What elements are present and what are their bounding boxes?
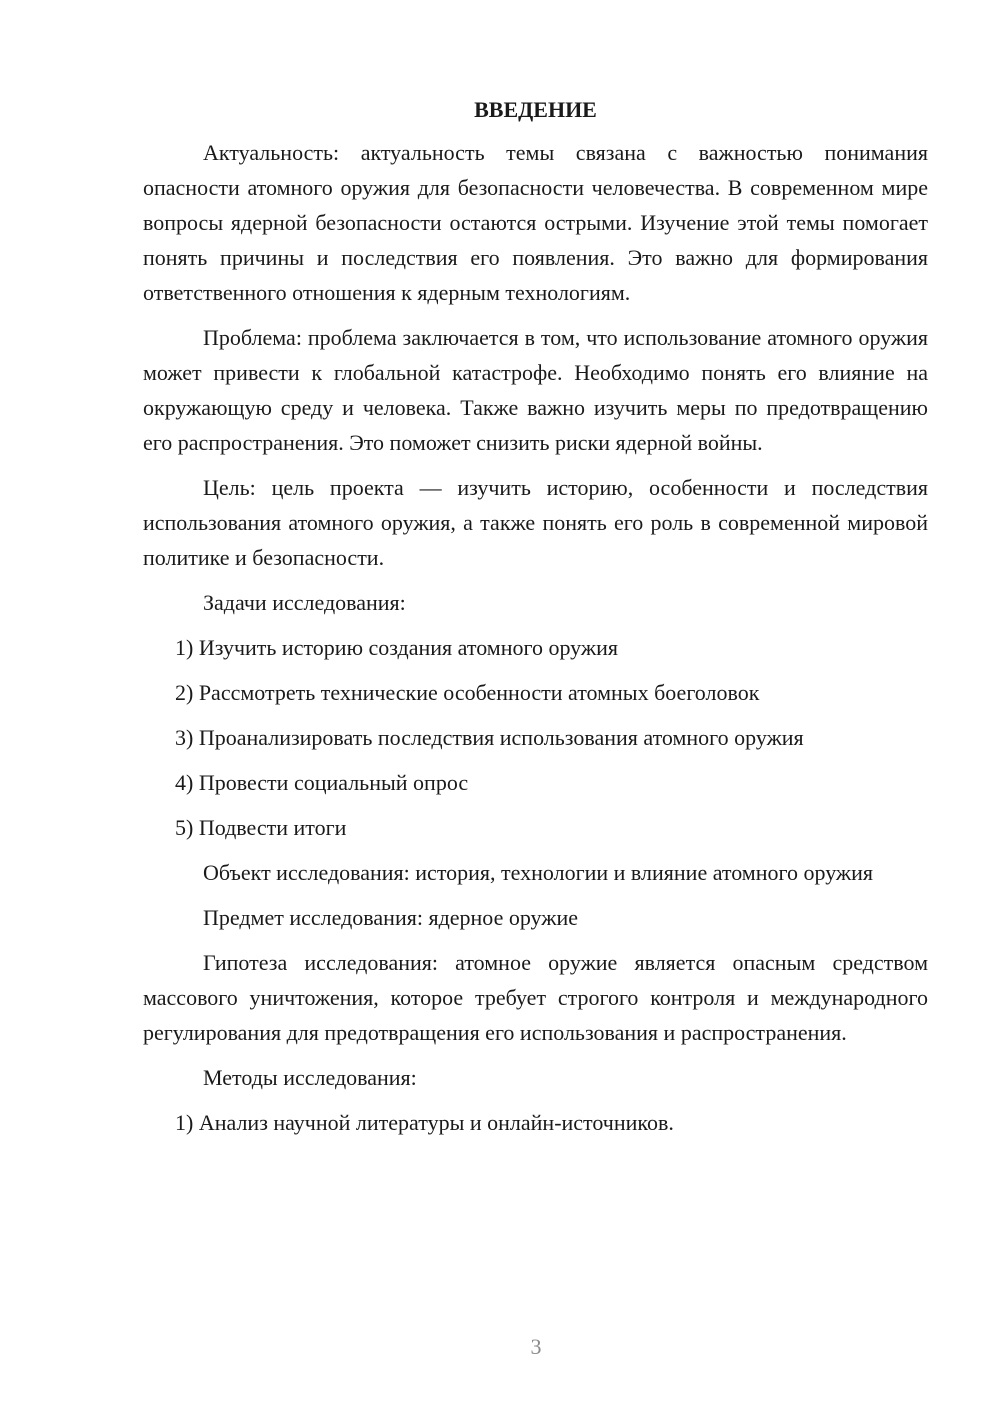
hypothesis-paragraph: Гипотеза исследования: атомное оружие является опасным средством массового уничтожения, которое требует строгого контроля и международного регулирования для предотвращения его использования и распространения. [143,950,928,1045]
task-item: 5) Подвести итоги [175,815,347,840]
page-number: 3 [530,1334,542,1359]
tasks-list [143,630,928,845]
page-content [143,94,928,1150]
method-item: 1) Анализ научной литературы и онлайн-источников. [175,1110,674,1135]
object-paragraph: Объект исследования: история, технологии и влияние атомного оружия [203,860,873,885]
task-item: 3) Проанализировать последствия использования атомного оружия [175,725,804,750]
methods-list [143,1105,928,1140]
subject-paragraph: Предмет исследования: ядерное оружие [203,905,578,930]
task-item: 4) Провести социальный опрос [175,770,469,795]
methods-label: Методы исследования: [203,1065,417,1090]
tasks-label: Задачи исследования: [203,590,406,615]
problem-paragraph: Проблема: проблема заключается в том, что использование атомного оружия может привести к глобальной катастрофе. Необходимо понять его влияние на окружающую среду и человека. Также важно изучить меры по предотвращению его распространения. Это поможет снизить риски ядерной войны. [143,325,928,455]
task-item: 2) Рассмотреть технические особенности атомных боеголовок [175,680,760,705]
task-item: 1) Изучить историю создания атомного оружия [175,635,618,660]
section-heading: ВВЕДЕНИЕ [474,97,597,122]
relevance-paragraph: Актуальность: актуальность темы связана с важностью понимания опасности атомного оружия для безопасности человечества. В современном мире вопросы ядерной безопасности остаются острыми. Изучение этой темы помогает понять причины и последствия его появления. Это важно для формирования ответственного отношения к ядерным технологиям. [143,140,928,305]
goal-paragraph: Цель: цель проекта — изучить историю, особенности и последствия использования атомного оружия, а также понять его роль в современной мировой политике и безопасности. [143,475,928,570]
